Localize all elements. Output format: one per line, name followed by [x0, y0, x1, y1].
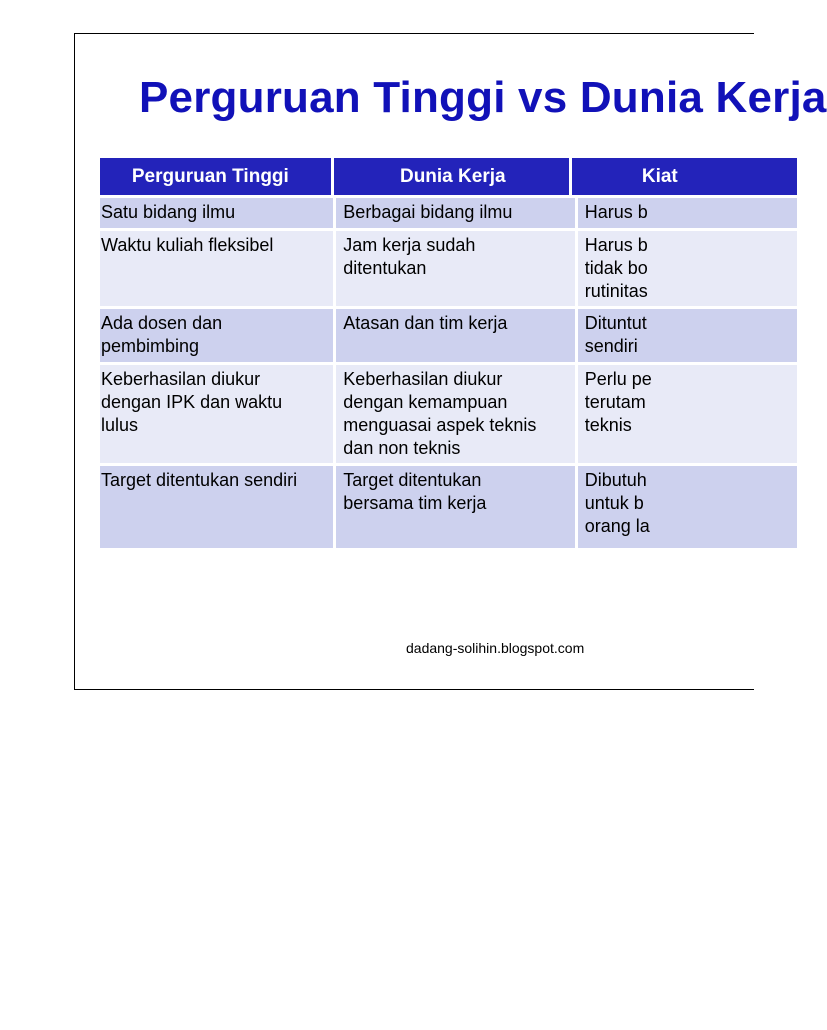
table-row — [100, 231, 800, 306]
table-cell: Keberhasilan diukur dengan IPK dan waktu lulus — [100, 365, 333, 463]
footer-source: dadang-solihin.blogspot.com — [406, 640, 585, 656]
table-header-row — [100, 158, 800, 195]
table-row — [100, 309, 800, 362]
header-perguruan-tinggi: Perguruan Tinggi — [100, 158, 331, 195]
table-cell: Berbagai bidang ilmu — [336, 198, 574, 228]
slide — [74, 33, 827, 690]
table-cell: Dituntut sendiri — [578, 309, 797, 362]
table-cell: Perlu pe terutam teknis — [578, 365, 797, 463]
comparison-table — [100, 158, 800, 551]
table-cell: Atasan dan tim kerja — [336, 309, 574, 362]
header-kiat: Kiat — [572, 158, 797, 195]
table-cell: Harus b — [578, 198, 797, 228]
header-dunia-kerja: Dunia Kerja — [334, 158, 569, 195]
table-cell: Satu bidang ilmu — [100, 198, 333, 228]
table-cell: Ada dosen dan pembimbing — [100, 309, 333, 362]
table-cell: Waktu kuliah fleksibel — [100, 231, 333, 306]
table-row — [100, 466, 800, 548]
slide-title: Perguruan Tinggi vs Dunia Kerja — [139, 73, 827, 122]
table-cell: Keberhasilan diukur dengan kemampuan menguasai aspek teknis dan non teknis — [336, 365, 574, 463]
table-cell: Jam kerja sudah ditentukan — [336, 231, 574, 306]
table-cell: Harus b tidak bo rutinitas — [578, 231, 797, 306]
table-cell: Target ditentukan sendiri — [100, 466, 333, 548]
table-cell: Target ditentukan bersama tim kerja — [336, 466, 574, 548]
table-cell: Dibutuh untuk b orang la — [578, 466, 797, 548]
table-row — [100, 365, 800, 463]
table-row — [100, 198, 800, 228]
